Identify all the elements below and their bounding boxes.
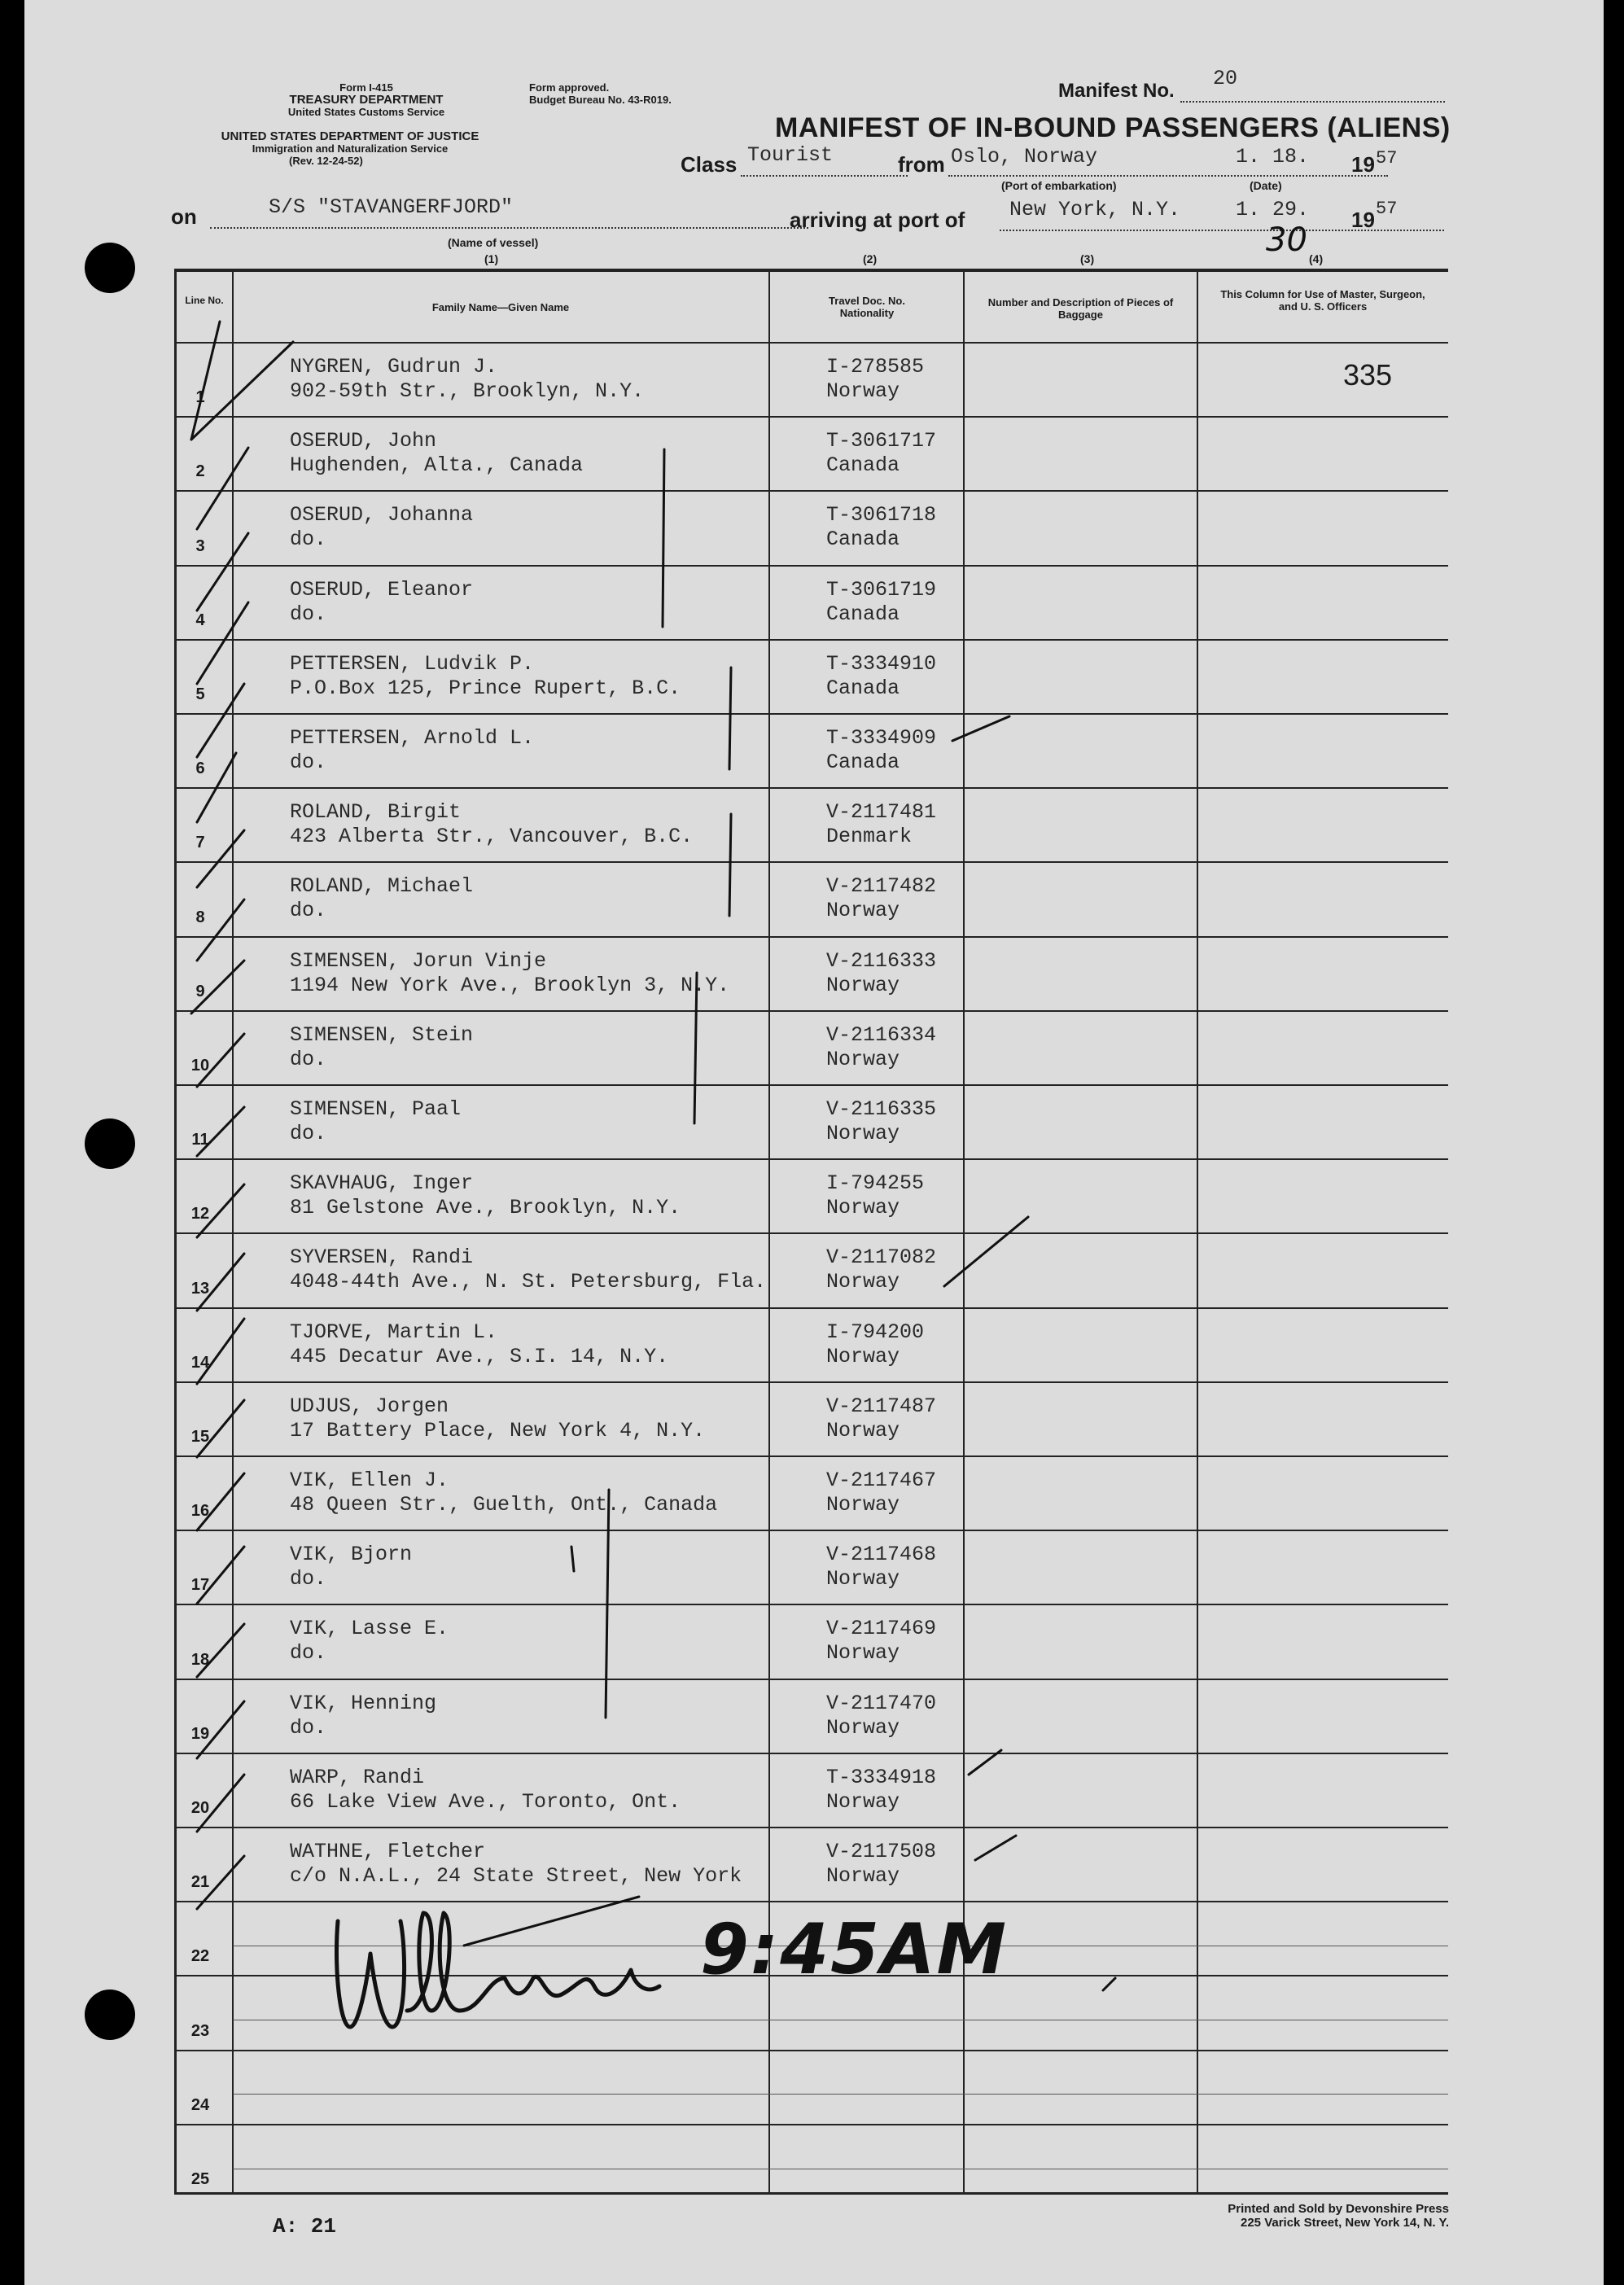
from-label: from [898,152,945,177]
stray-mark [1103,1978,1115,1990]
check-mark [197,1107,244,1156]
check-mark [197,1400,244,1457]
passenger-name: SKAVHAUG, Inger [290,1171,474,1196]
passenger-address: 4048-44th Ave., N. St. Petersburg, Fla. [290,1270,767,1294]
bracket-line [729,814,731,916]
nationality: Canada [826,751,900,774]
travel-doc-no: I-278585 [826,355,925,379]
check-mark [197,602,248,684]
travel-doc-no: V-2117468 [826,1543,937,1567]
nationality: Norway [826,1344,900,1368]
passenger-address: do. [290,602,327,626]
nationality: Norway [826,1418,900,1442]
line-number: 6 [195,759,205,778]
line-number: 17 [190,1576,210,1595]
travel-doc-no: V-2117487 [826,1394,937,1418]
line-number: 7 [195,834,205,852]
bracket-line [694,973,697,1123]
nationality: Norway [826,1122,900,1145]
header-officers: This Column for Use of Master, Surgeon, and U. S. Officers [1220,288,1425,313]
class-label: Class [681,152,738,177]
arrival-date: 1. 29. [1236,198,1310,221]
travel-doc-no: V-2117467 [826,1469,937,1492]
passenger-name: SIMENSEN, Paal [290,1097,462,1121]
passenger-name: VIK, Bjorn [290,1543,413,1567]
check-mark [197,830,244,887]
manifest-no-label: Manifest No. [1058,80,1175,102]
bracket-line [663,449,664,627]
passenger-address: P.O.Box 125, Prince Rupert, B.C. [290,676,681,700]
passenger-name: UDJUS, Jorgen [290,1394,449,1418]
passenger-name: PETTERSEN, Ludvik P. [290,651,535,676]
passenger-name: SIMENSEN, Stein [290,1022,474,1047]
passenger-name: VIK, Lasse E. [290,1617,449,1641]
line-number: 3 [195,536,205,555]
passenger-address: 48 Queen Str., Guelth, Ont., Canada [290,1493,718,1517]
travel-doc-no: T-3061719 [826,577,937,602]
year-prefix-1: 19 [1351,152,1375,177]
line-number: 25 [190,2169,210,2188]
class-value: Tourist [747,143,834,167]
check-mark [197,533,248,611]
passenger-name: OSERUD, Eleanor [290,577,474,602]
travel-doc-no: I-794255 [826,1171,925,1196]
check-mark [197,1034,244,1087]
check-mark [191,322,293,440]
vessel-caption: (Name of vessel) [448,236,539,249]
nationality: Norway [826,1864,900,1888]
footer-page-ref: A: 21 [273,2214,337,2239]
travel-doc-no: T-3334910 [826,651,937,676]
arriving-label: arriving at port of [790,208,965,232]
signature [336,1913,659,2027]
travel-doc-no: V-2117481 [826,800,937,825]
col-num-1: (1) [484,252,499,265]
form-revision: (Rev. 12-24-52) [289,155,363,167]
passenger-address: 1194 New York Ave., Brooklyn 3, N.Y. [290,973,730,997]
arrival-port: New York, N.Y. [1009,198,1181,221]
budget-bureau: Budget Bureau No. 43-R019. [529,94,672,106]
justice-dept: UNITED STATES DEPARTMENT OF JUSTICE [221,129,479,143]
nationality: Canada [826,676,900,700]
travel-doc-no: T-3334909 [826,726,937,750]
line-number: 23 [190,2021,210,2040]
check-mark [191,961,244,1013]
travel-doc-no: T-3061718 [826,503,937,527]
nationality: Norway [826,899,900,923]
passenger-name: TJORVE, Martin L. [290,1320,498,1344]
customs-service: United States Customs Service [287,106,445,118]
year-prefix-2: 19 [1351,208,1375,232]
line-number: 24 [190,2095,210,2114]
check-mark [197,1319,244,1384]
passenger-address: do. [290,1122,327,1145]
travel-doc-no: V-2117082 [826,1245,937,1270]
line-number: 21 [190,1873,210,1892]
doc-tick [975,1836,1016,1860]
passenger-address: 902-59th Str., Brooklyn, N.Y. [290,379,645,403]
nationality: Canada [826,602,900,626]
form-approved: Form approved. [529,81,610,94]
printer-line-2: 225 Varick Street, New York 14, N. Y. [1241,2216,1449,2230]
manifest-no-value: 20 [1213,67,1238,90]
vessel-name: S/S "STAVANGERFJORD" [269,195,514,219]
col-num-2: (2) [863,252,878,265]
travel-doc-no: V-2117508 [826,1840,937,1863]
travel-doc-no: V-2117469 [826,1617,937,1641]
line-number: 4 [195,611,205,629]
line-number: 12 [190,1205,210,1223]
passenger-name: WARP, Randi [290,1765,425,1789]
check-mark [197,1184,244,1237]
passenger-name: SIMENSEN, Jorun Vinje [290,948,547,973]
line-number: 8 [195,908,205,926]
passenger-name: OSERUD, Johanna [290,503,474,527]
form-number: Form I-415 [339,81,393,94]
line-number: 16 [190,1502,210,1521]
passenger-address: 17 Battery Place, New York 4, N.Y. [290,1418,706,1442]
header-doc: Travel Doc. No. Nationality [829,295,905,319]
col-num-4: (4) [1309,252,1324,265]
line-number: 19 [190,1724,210,1743]
passenger-address: do. [290,751,327,774]
passenger-name: ROLAND, Birgit [290,800,462,825]
doc-tick [944,1217,1028,1286]
passenger-address: do. [290,1567,327,1591]
line-number: 14 [190,1353,210,1372]
passenger-address: do. [290,527,327,552]
ins-service: Immigration and Naturalization Service [252,142,449,155]
passenger-address: do. [290,1715,327,1740]
travel-doc-no: I-794200 [826,1320,925,1344]
on-label: on [171,204,197,229]
check-mark [197,1856,244,1909]
nationality: Norway [826,1715,900,1740]
check-mark [197,1701,244,1758]
arrival-date-correction: 30 [1266,221,1307,259]
nationality: Canada [826,453,900,478]
officer-note: 335 [1343,358,1393,392]
line-number: 20 [190,1798,210,1817]
header-baggage: Number and Description of Pieces of Baggage [987,296,1174,321]
line-number: 18 [190,1650,210,1669]
header-line-no: Line No. [185,295,224,306]
from-value: Oslo, Norway [951,145,1098,169]
bracket-line [729,668,731,769]
travel-doc-no: V-2116335 [826,1097,937,1121]
bracket-line [606,1490,609,1718]
passenger-name: NYGREN, Gudrun J. [290,355,498,379]
travel-doc-no: V-2116334 [826,1022,937,1047]
treasury-dept: TREASURY DEPARTMENT [289,93,444,107]
passenger-address: Hughenden, Alta., Canada [290,453,584,478]
nationality: Norway [826,1567,900,1591]
passenger-name: SYVERSEN, Randi [290,1245,474,1270]
doc-tick [969,1750,1001,1775]
nationality: Norway [826,1789,900,1814]
nationality: Norway [826,1493,900,1517]
line-number: 9 [195,982,205,1000]
nationality: Norway [826,1270,900,1294]
nationality: Norway [826,1641,900,1666]
passenger-name: VIK, Ellen J. [290,1469,449,1492]
strike-line [464,1897,639,1946]
nationality: Denmark [826,825,913,849]
date-caption: (Date) [1250,179,1282,192]
check-mark [197,1547,244,1604]
travel-doc-no: V-2117470 [826,1691,937,1715]
nationality: Canada [826,527,900,552]
stray-mark [571,1547,574,1571]
passenger-address: 81 Gelstone Ave., Brooklyn, N.Y. [290,1196,681,1220]
passenger-address: do. [290,1047,327,1071]
check-mark [197,448,248,529]
line-number: 15 [190,1427,210,1446]
embark-caption: (Port of embarkation) [1001,179,1117,192]
passenger-address: 423 Alberta Str., Vancouver, B.C. [290,825,694,849]
nationality: Norway [826,379,900,403]
check-mark [197,1775,244,1832]
doc-tick [952,716,1009,741]
line-number: 13 [190,1279,210,1298]
passenger-address: c/o N.A.L., 24 State Street, New York [290,1864,742,1888]
embark-date: 1. 18. [1236,145,1310,169]
nationality: Norway [826,1196,900,1220]
manifest-title: MANIFEST OF IN-BOUND PASSENGERS (ALIENS) [775,112,1451,143]
passenger-name: OSERUD, John [290,429,437,453]
travel-doc-no: T-3334918 [826,1765,937,1789]
line-number: 10 [190,1056,210,1075]
passenger-name: VIK, Henning [290,1691,437,1715]
passenger-name: ROLAND, Michael [290,874,474,899]
passenger-address: do. [290,899,327,923]
line-number: 22 [190,1947,210,1966]
printer-credit [1148,2202,1449,2230]
travel-doc-no: T-3061717 [826,429,937,453]
check-mark [197,1254,244,1311]
header-name: Family Name—Given Name [431,301,570,313]
printer-line-1: Printed and Sold by Devonshire Press [1228,2202,1449,2216]
passenger-address: 445 Decatur Ave., S.I. 14, N.Y. [290,1344,669,1368]
line-number: 5 [195,685,205,703]
passenger-name: PETTERSEN, Arnold L. [290,726,535,750]
manifest-page [24,0,1604,2285]
line-number: 1 [195,388,205,407]
check-mark [197,753,236,822]
year-2: 57 [1376,199,1398,219]
year-1: 57 [1376,148,1398,169]
nationality: Norway [826,1047,900,1071]
check-mark [197,1624,244,1677]
check-mark [197,900,244,961]
col-num-3: (3) [1080,252,1095,265]
travel-doc-no: V-2116333 [826,948,937,973]
line-number: 2 [195,462,205,481]
handwritten-time: 9:45AM [700,1909,1009,1990]
travel-doc-no: V-2117482 [826,874,937,899]
passenger-name: WATHNE, Fletcher [290,1840,486,1863]
passenger-address: do. [290,1641,327,1666]
check-mark [197,684,244,757]
line-number: 11 [191,1131,209,1149]
nationality: Norway [826,973,900,997]
check-mark [197,1473,244,1530]
passenger-address: 66 Lake View Ave., Toronto, Ont. [290,1789,681,1814]
